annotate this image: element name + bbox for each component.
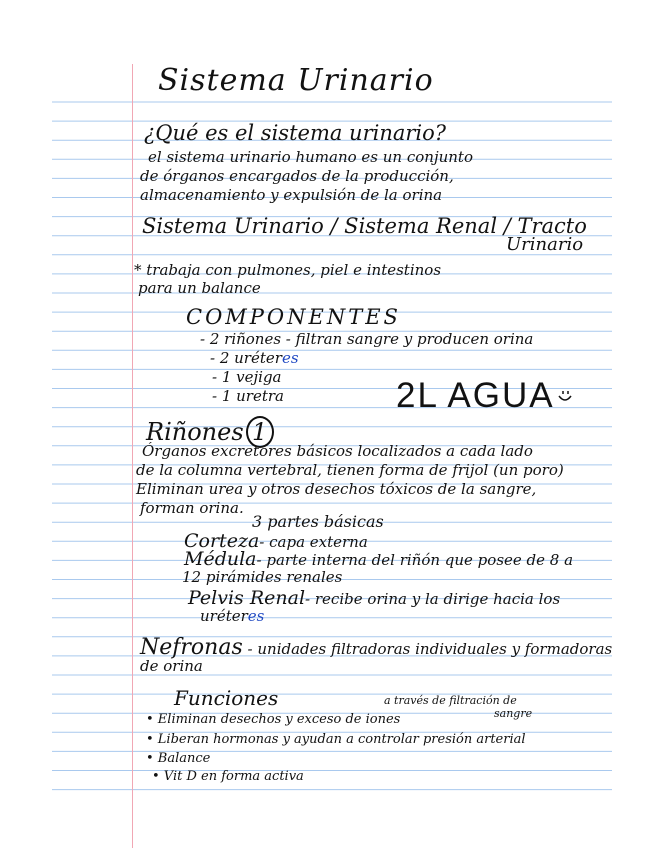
definition-line-3: almacenamiento y expulsión de la orina (140, 186, 443, 204)
note-line-1: * trabaja con pulmones, piel e intestinos (134, 261, 442, 279)
rinones-line-3: Eliminan urea y otros desechos tóxicos de la sangre, (136, 480, 537, 498)
medula-line: Médula- parte interna del riñón que posee de 8 a (184, 548, 574, 570)
nefronas-line-cont: de orina (140, 657, 203, 675)
component-item: - 1 vejiga (212, 368, 282, 386)
rinones-line-4: forman orina. (140, 499, 244, 517)
corteza-line: Corteza- capa externa (184, 530, 368, 552)
componentes-heading: COMPONENTES (186, 305, 401, 329)
page-title: Sistema Urinario (158, 63, 434, 98)
partes-heading: 3 partes básicas (252, 512, 384, 531)
funciones-side-note: a través de filtración de (384, 694, 517, 707)
definition-line-1: el sistema urinario humano es un conjunto (148, 148, 473, 166)
funcion-item: • Balance (146, 751, 211, 766)
component-item: - 2 uréteres (210, 349, 299, 367)
definition-line-2: de órganos encargados de la producción, (140, 167, 454, 185)
alt-names-line-2: Urinario (506, 234, 584, 255)
rinones-line-1: Órganos excretores básicos localizados a cada lado (142, 442, 533, 460)
pelvis-line-cont: uréteres (200, 607, 265, 625)
funciones-heading: Funciones (174, 686, 279, 710)
nefronas-line: Nefronas - unidades filtradoras individuales y formadoras (140, 635, 613, 660)
funcion-item: • Liberan hormonas y ayudan a controlar presión arterial (146, 732, 526, 747)
component-item: - 2 riñones - filtran sangre y producen orina (200, 330, 534, 348)
component-item: - 1 uretra (212, 387, 284, 405)
funcion-item: • Vit D en forma activa (152, 769, 304, 784)
water-note: 2L AGUA (396, 376, 555, 415)
pelvis-line: Pelvis Renal- recibe orina y la dirige hacia los (188, 587, 561, 609)
funcion-item: • Eliminan desechos y exceso de iones (146, 712, 401, 727)
alt-names-line-1: Sistema Urinario / Sistema Renal / Tracto (142, 214, 587, 238)
rinones-line-2: de la columna vertebral, tienen forma de frijol (un poro) (136, 461, 564, 479)
medula-line-cont: 12 pirámides renales (182, 568, 343, 586)
section-number-badge: 1 (246, 416, 274, 448)
rinones-heading: Riñones 1 (146, 416, 274, 448)
funciones-side-note-cont: sangre (494, 707, 533, 720)
question-heading: ¿Qué es el sistema urinario? (144, 121, 447, 145)
note-line-2: para un balance (138, 279, 261, 297)
margin-line (132, 64, 133, 848)
smiley-doodle (556, 388, 574, 406)
